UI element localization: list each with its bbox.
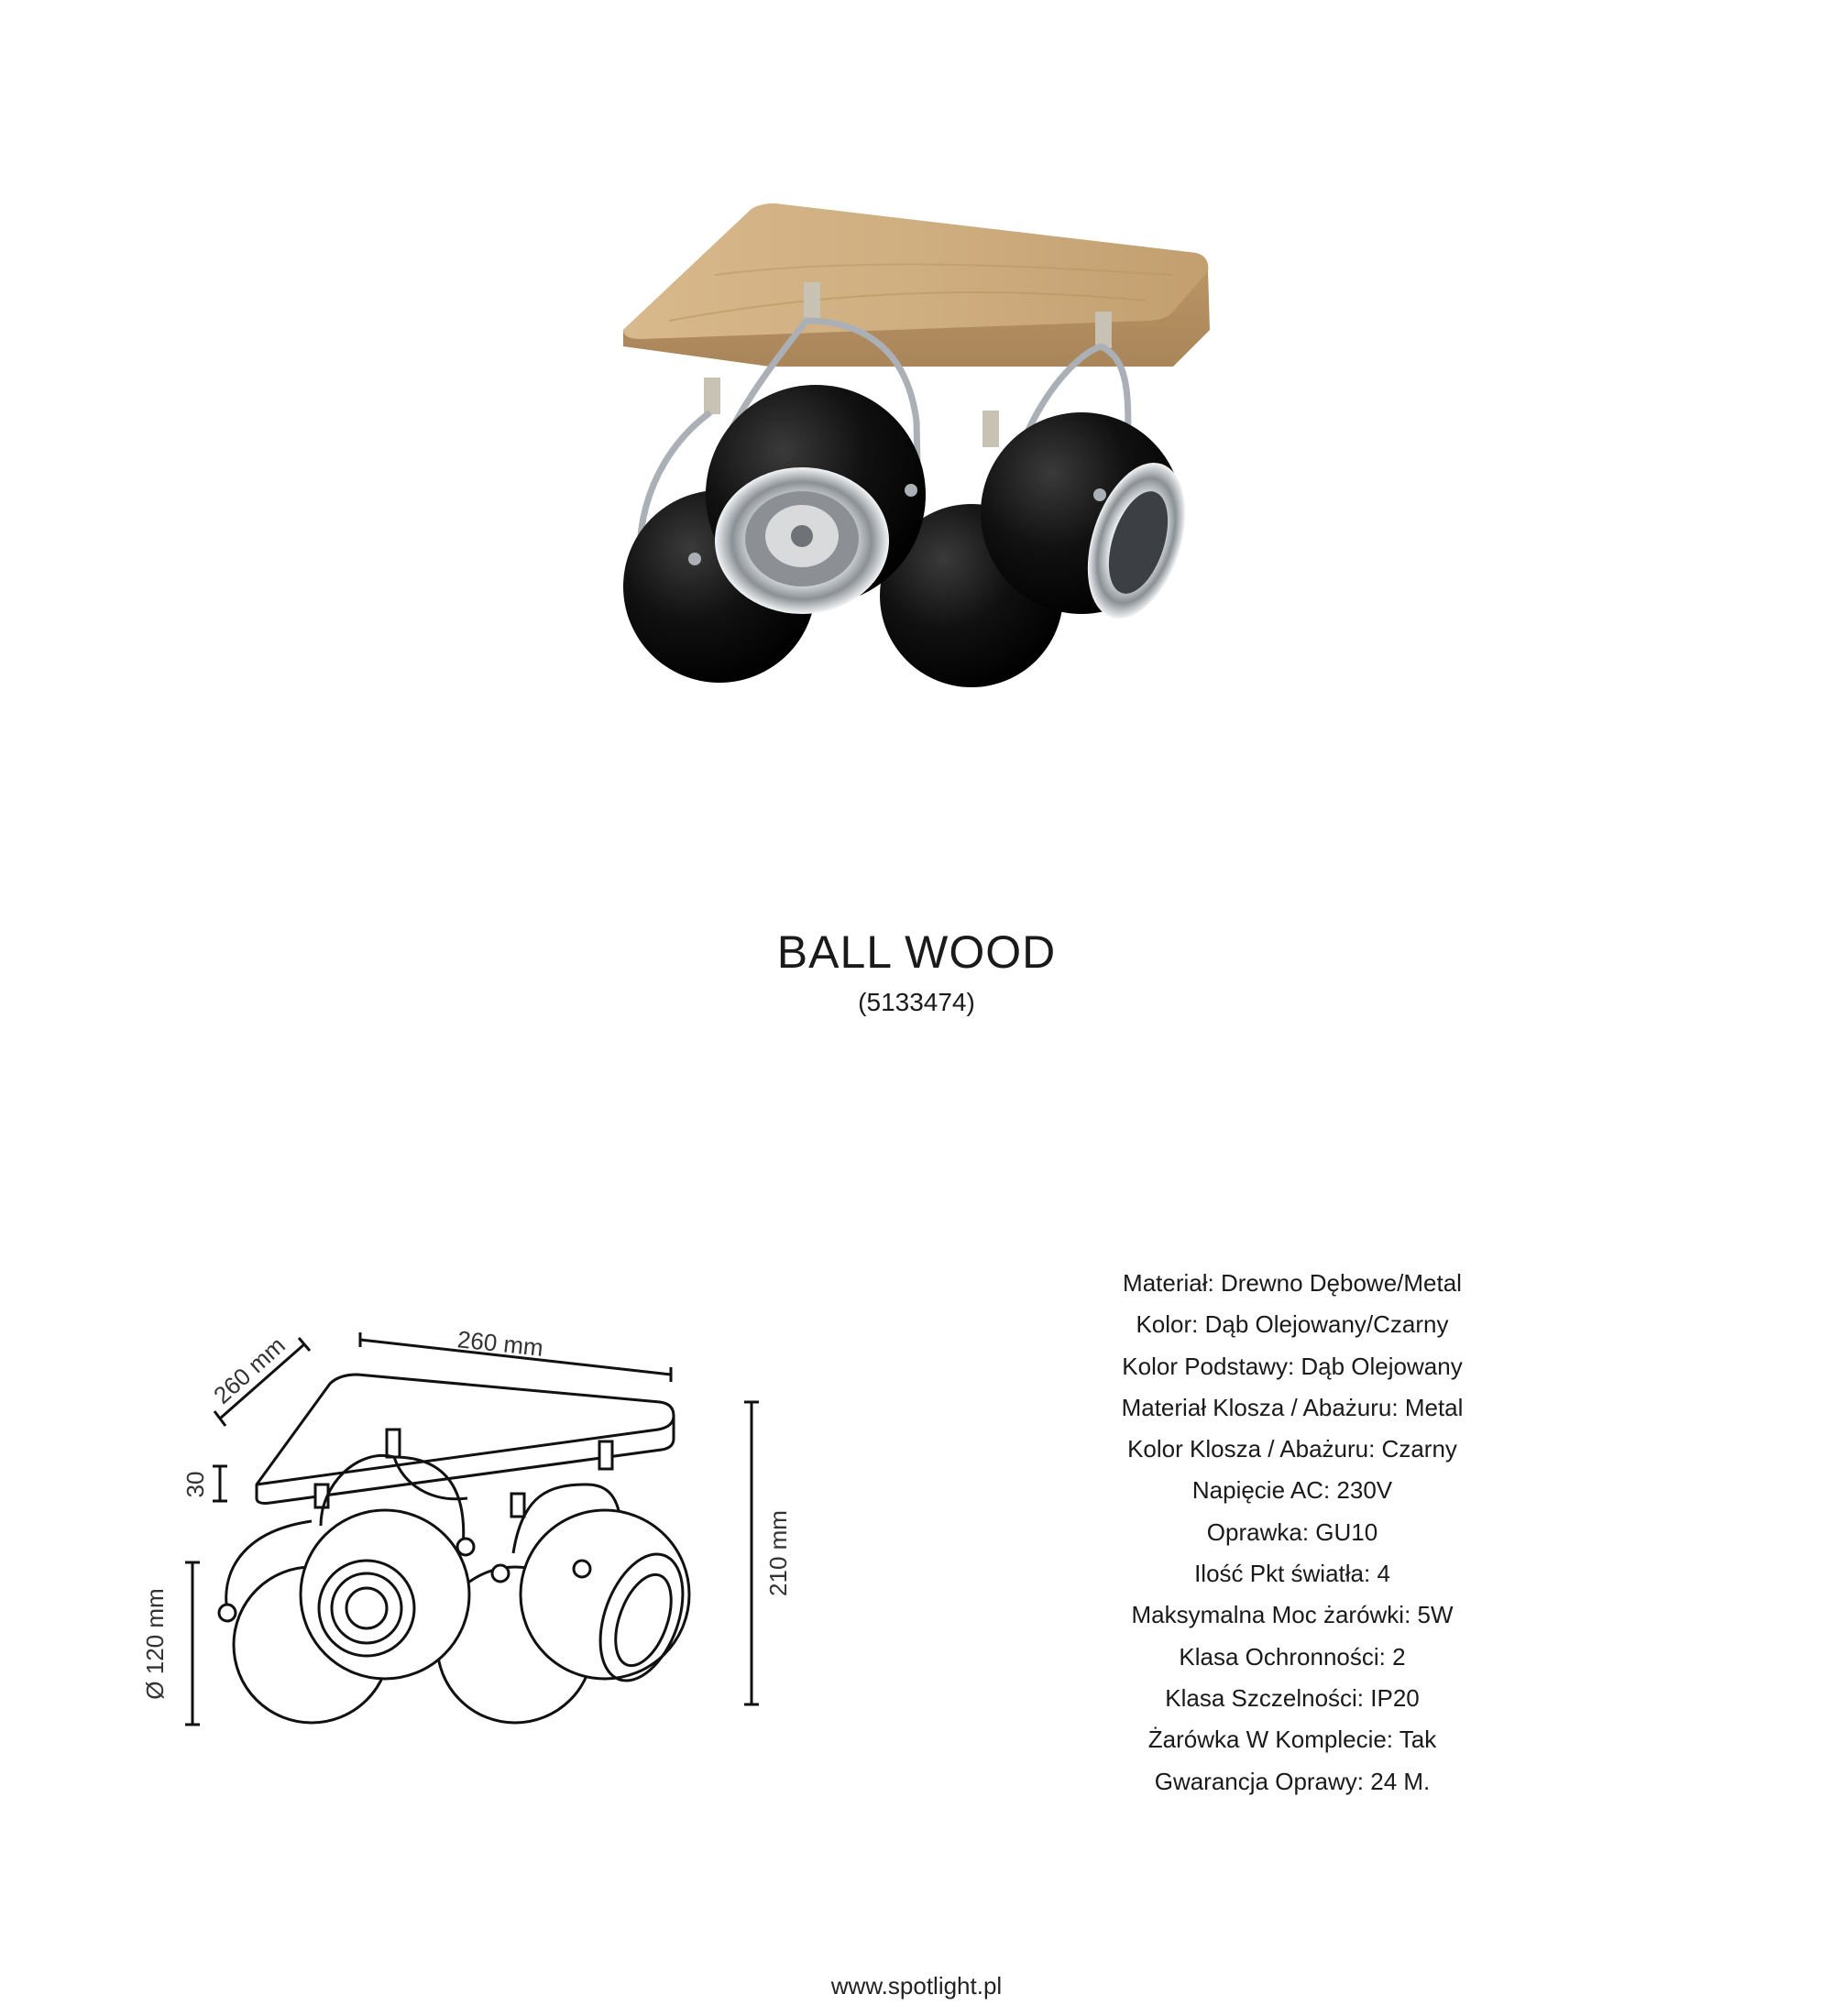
product-title: BALL WOOD — [776, 926, 1057, 978]
dimension-drawing — [119, 1301, 816, 1741]
spec-item: Klasa Szczelności: IP20 — [1165, 1683, 1420, 1712]
spec-item: Kolor Klosza / Abażuru: Czarny — [1127, 1435, 1457, 1463]
website-link[interactable]: www.spotlight.pl — [830, 1972, 1003, 2000]
width-label: 260 mm — [456, 1325, 545, 1362]
spec-item: Kolor: Dąb Olejowany/Czarny — [1136, 1310, 1449, 1339]
product-photo — [587, 183, 1246, 733]
spec-item: Kolor Podstawy: Dąb Olejowany — [1122, 1352, 1463, 1380]
diameter-label: Ø 120 mm — [141, 1588, 169, 1700]
spec-item: Napięcie AC: 230V — [1191, 1476, 1393, 1505]
spec-item: Ilość Pkt światła: 4 — [1194, 1560, 1390, 1588]
depth-label: 260 mm — [208, 1331, 291, 1409]
spec-item: Żarówka W Komplecie: Tak — [1147, 1726, 1437, 1754]
spec-list — [1017, 1263, 1567, 1802]
spec-item: Gwarancja Oprawy: 24 M. — [1154, 1767, 1431, 1795]
spec-item: Oprawka: GU10 — [1206, 1517, 1378, 1546]
height-label: 210 mm — [764, 1510, 792, 1596]
spec-item: Maksymalna Moc żarówki: 5W — [1131, 1601, 1454, 1629]
spec-item: Materiał: Drewno Dębowe/Metal — [1123, 1269, 1462, 1297]
spec-item: Klasa Ochronności: 2 — [1179, 1642, 1406, 1671]
base-height-label: 30 — [181, 1471, 209, 1498]
spec-item: Materiał Klosza / Abażuru: Metal — [1121, 1393, 1464, 1421]
product-code: (5133474) — [858, 988, 975, 1016]
